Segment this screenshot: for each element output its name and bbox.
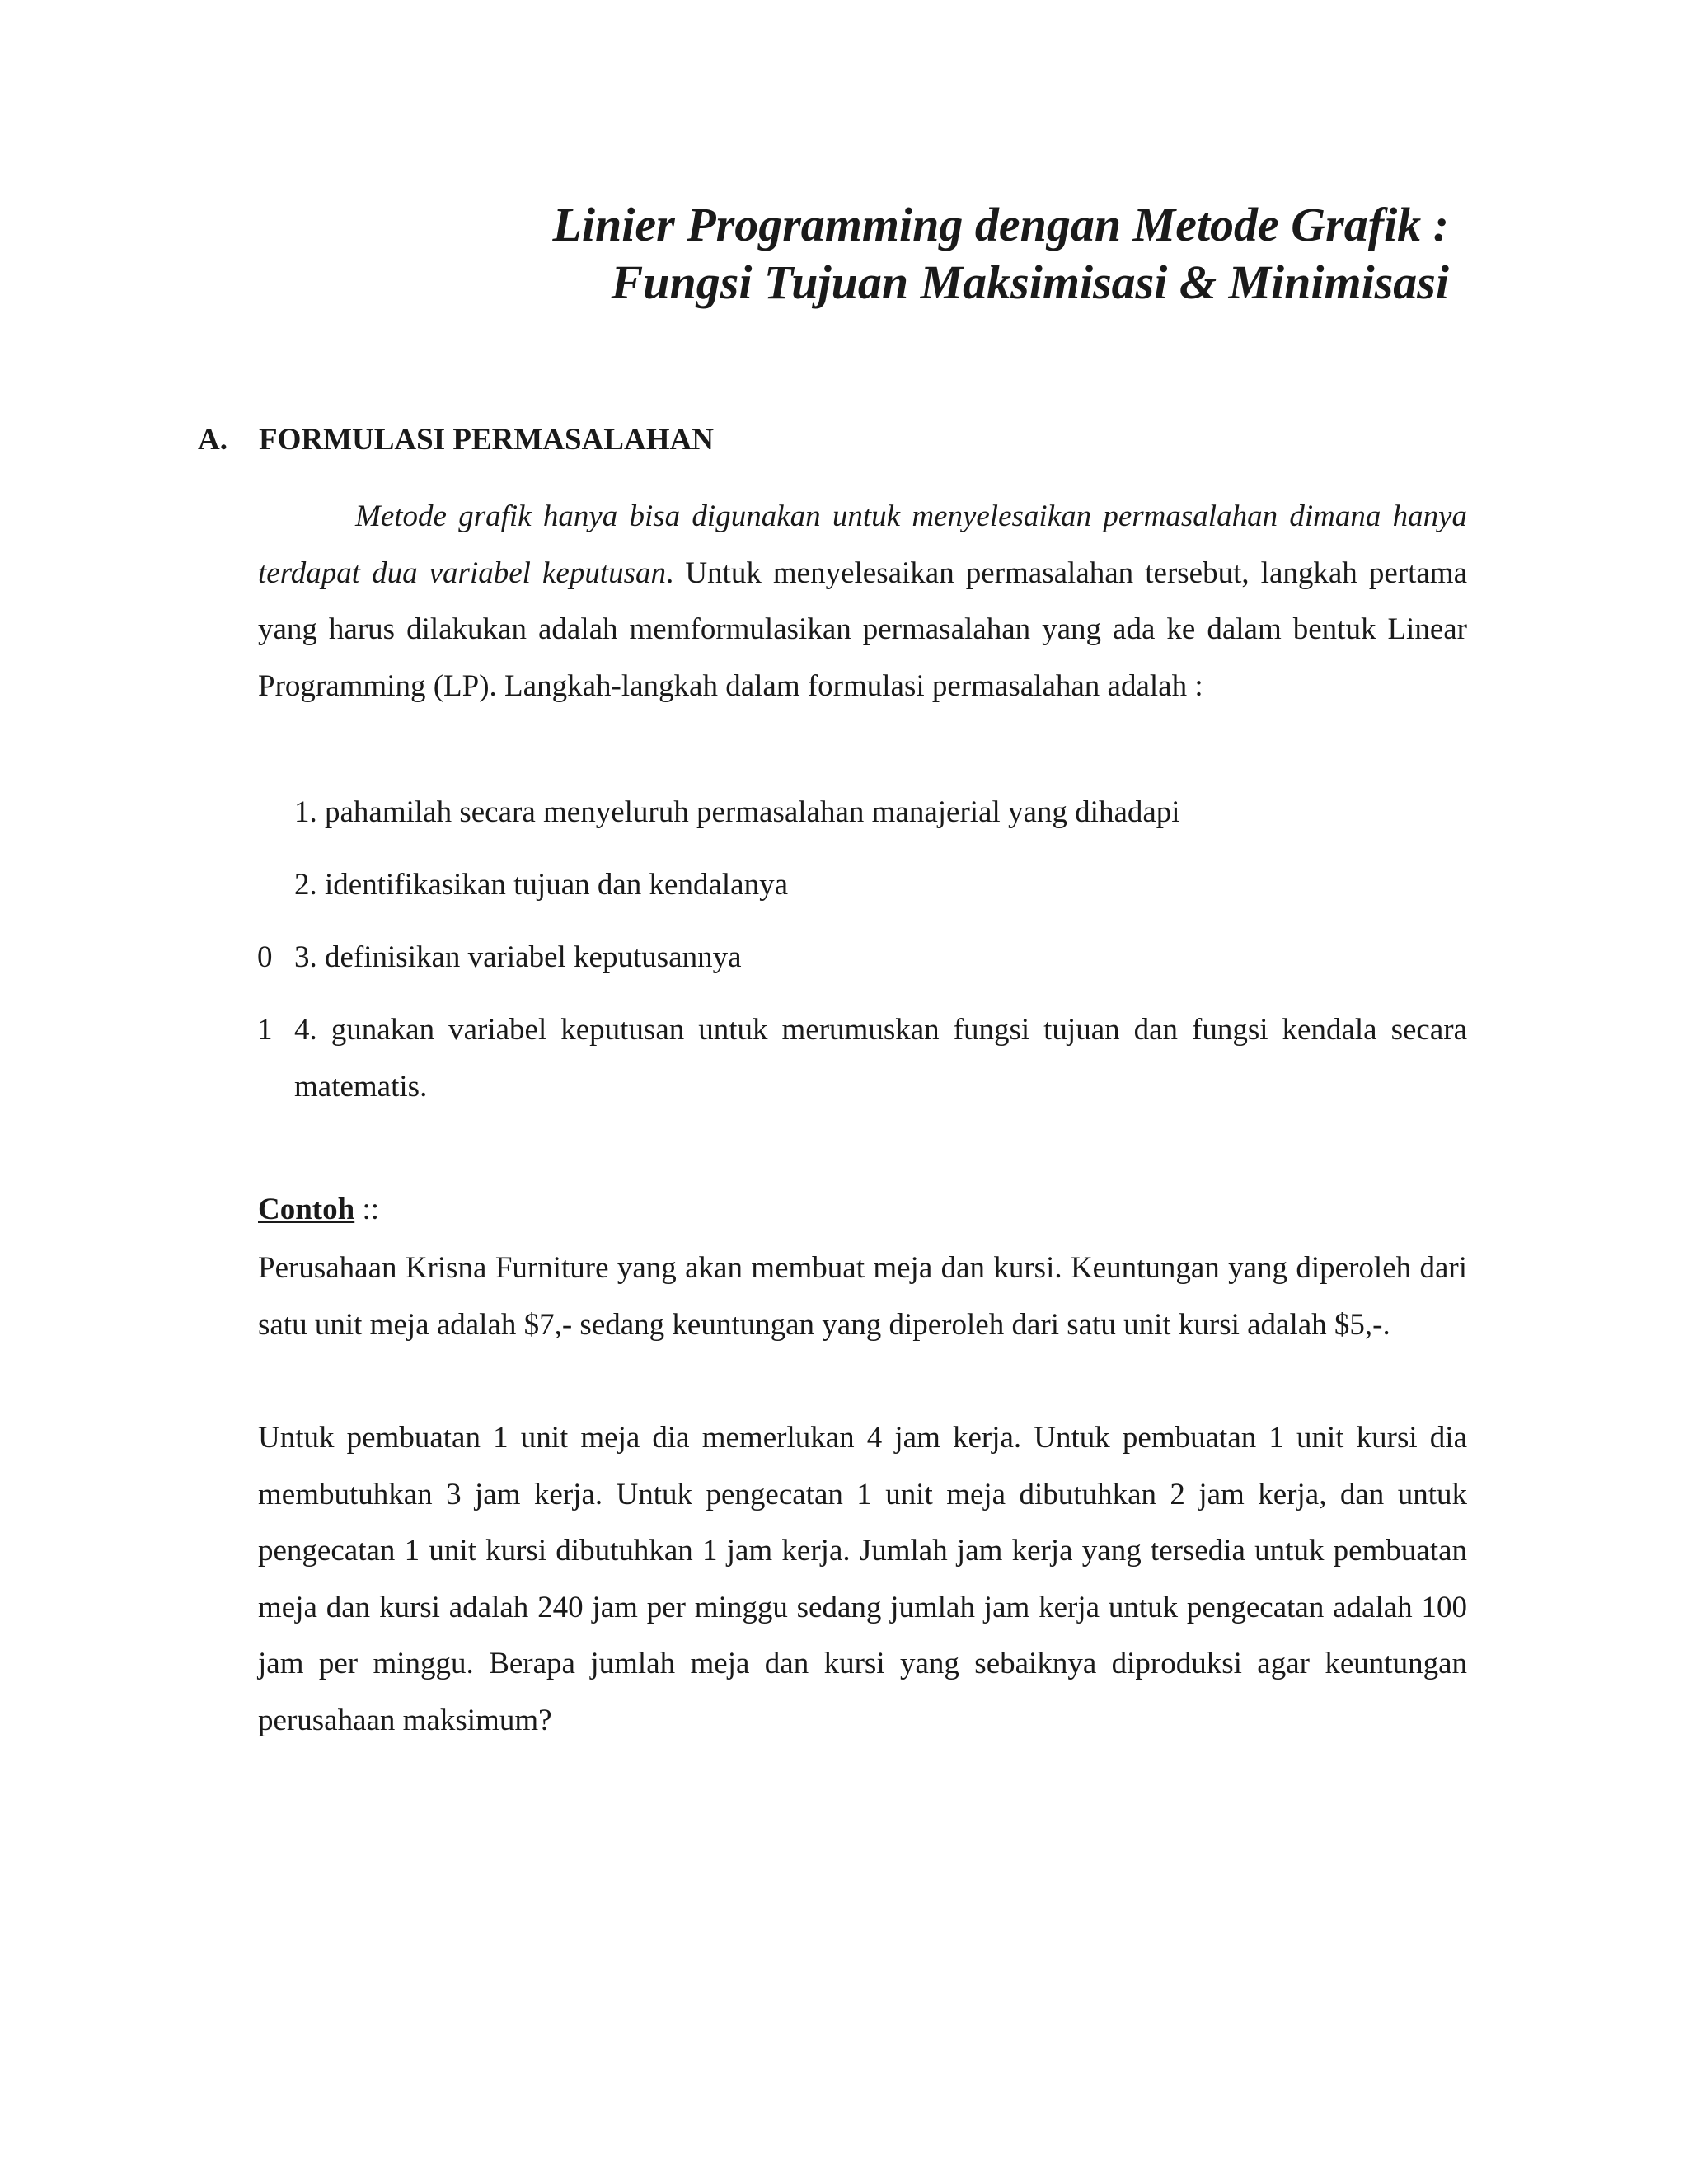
list-marker: 0 (257, 940, 273, 974)
title-line-2: Fungsi Tujuan Maksimisasi & Minimisasi (611, 255, 1449, 309)
list-item-text: 2. identifikasikan tujuan dan kendalanya (294, 868, 789, 902)
list-item-text: 1. pahamilah secara menyeluruh permasalahan manajerial yang dihadapi (294, 795, 1180, 829)
list-item (294, 857, 788, 914)
list-item (257, 930, 742, 987)
intro-italic-text: Metode grafik hanya bisa digunakan untuk menyelesaikan permasalahan dimana hanya terdapat dua variabel keputusan (258, 499, 1467, 590)
title-line-1: Linier Programming dengan Metode Grafik : (552, 198, 1449, 251)
section-letter: A. (198, 423, 227, 457)
section-heading (198, 422, 714, 458)
list-item (294, 785, 1180, 841)
example-label-suffix: :: (354, 1193, 380, 1226)
example-paragraph-1: Perusahaan Krisna Furniture yang akan membuat meja dan kursi. Keuntungan yang diperoleh dari satu unit meja adalah $7,- sedang keuntungan yang diperoleh dari satu unit kursi adalah $5,-. (258, 1251, 1467, 1342)
example-label-text: Contoh (258, 1193, 355, 1226)
list-item-text: 3. definisikan variabel keputusannya (294, 940, 742, 974)
intro-text: . Untuk menyelesaikan permasalahan tersebut, langkah pertama yang harus dilakukan adalah memformulasikan permasalahan yang ada ke dalam bentuk Linear Programming (LP). Langkah-langkah dalam formulasi permasalahan adalah : (258, 555, 1467, 703)
example-label (258, 1192, 379, 1228)
list-item (257, 1002, 1467, 1115)
document-title (552, 196, 1449, 312)
list-marker: 1 (257, 1013, 273, 1047)
list-item-text: 4. gunakan variabel keputusan untuk merumuskan fungsi tujuan dan fungsi kendala secara matematis. (294, 1013, 1467, 1104)
section-title: FORMULASI PERMASALAHAN (259, 423, 714, 457)
example-paragraph-2: Untuk pembuatan 1 unit meja dia memerlukan 4 jam kerja. Untuk pembuatan 1 unit kursi dia membutuhkan 3 jam kerja. Untuk pengecatan 1 unit meja dibutuhkan 2 jam kerja, dan untuk pengecatan 1 unit kursi dibutuhkan 1 jam kerja. Jumlah jam kerja yang tersedia untuk pembuatan meja dan kursi adalah 240 jam per minggu sedang jumlah jam kerja untuk pengecatan adalah 100 jam per minggu. Berapa jumlah meja dan kursi yang sebaiknya diproduksi agar keuntungan perusahaan maksimum? (258, 1421, 1467, 1737)
intro-paragraph (258, 489, 1467, 715)
